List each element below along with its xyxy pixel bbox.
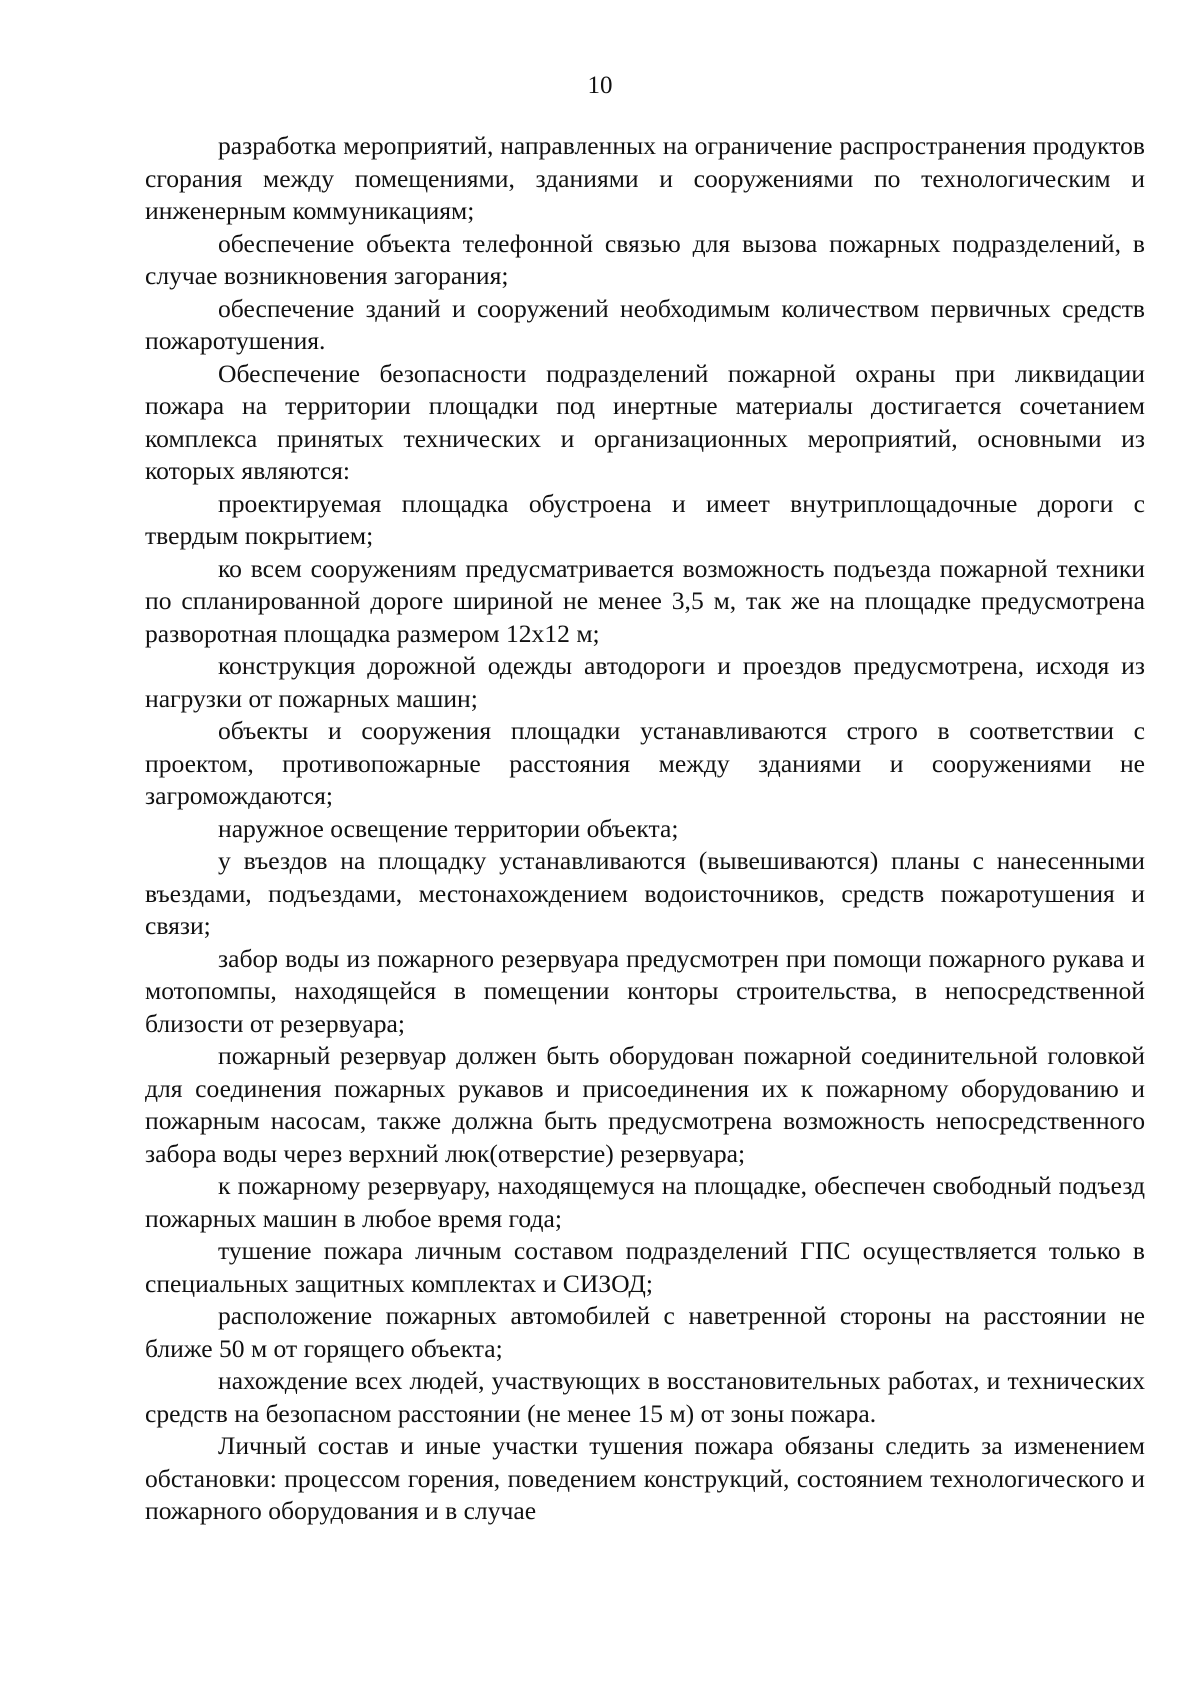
paragraph: пожарный резервуар должен быть оборудован пожарной соединительной головкой для соединения пожарных рукавов и присоединения их к пожарному оборудованию и пожарным насосам, также должна быть предусмотрена возможность непосредственного забора воды через верхний люк(отверстие) резервуара; [145, 1041, 1145, 1168]
paragraph: обеспечение объекта телефонной связью для вызова пожарных подразделений, в случае возникновения загорания; [145, 228, 1145, 290]
paragraph: разработка мероприятий, направленных на ограничение распространения продуктов сгорания между помещениями, зданиями и сооружениями по технологическим и инженерным коммуникациям; [145, 131, 1145, 225]
paragraph: расположение пожарных автомобилей с наветренной стороны на расстоянии не ближе 50 м от горящего объекта; [145, 1301, 1145, 1363]
paragraph: забор воды из пожарного резервуара предусмотрен при помощи пожарного рукава и мотопомпы, находящейся в помещении конторы строительства, в непосредственной близости от резервуара; [145, 943, 1145, 1038]
paragraph: объекты и сооружения площадки устанавливаются строго в соответствии с проектом, противопожарные расстояния между зданиями и сооружениями не загромождаются; [145, 716, 1145, 810]
paragraph: у въездов на площадку устанавливаются (вывешиваются) планы с нанесенными въездами, подъездами, местонахождением водоисточников, средств пожаротушения и связи; [145, 846, 1145, 940]
page-number: 10 [587, 72, 613, 99]
paragraph: к пожарному резервуару, находящемуся на площадке, обеспечен свободный подъезд пожарных машин в любое время года; [145, 1171, 1145, 1233]
paragraph: проектируемая площадка обустроена и имеет внутриплощадочные дороги с твердым покрытием; [145, 488, 1145, 550]
paragraph: нахождение всех людей, участвующих в восстановительных работах, и технических средств на безопасном расстоянии (не менее 15 м) от зоны пожара. [145, 1366, 1145, 1428]
paragraph: обеспечение зданий и сооружений необходимым количеством первичных средств пожаротушения. [145, 293, 1145, 355]
paragraph: Личный состав и иные участки тушения пожара обязаны следить за изменением обстановки: процессом горения, поведением конструкций, состоянием технологического и пожарного оборудования и в случае [145, 1431, 1145, 1525]
paragraph: ко всем сооружениям предусматривается возможность подъезда пожарной техники по спланированной дороге шириной не менее 3,5 м, так же на площадке предусмотрена разворотная площадка размером 12х12 м; [145, 553, 1145, 648]
paragraph: наружное освещение территории объекта; [218, 813, 679, 843]
body-text [145, 130, 1145, 1528]
paragraph: Обеспечение безопасности подразделений пожарной охраны при ликвидации пожара на территории площадки под инертные материалы достигается сочетанием комплекса принятых технических и организационных мероприятий, основными из которых являются: [145, 358, 1145, 485]
paragraph: конструкция дорожной одежды автодороги и проездов предусмотрена, исходя из нагрузки от пожарных машин; [145, 651, 1145, 713]
paragraph: тушение пожара личным составом подразделений ГПС осуществляется только в специальных защитных комплектах и СИЗОД; [145, 1236, 1145, 1298]
